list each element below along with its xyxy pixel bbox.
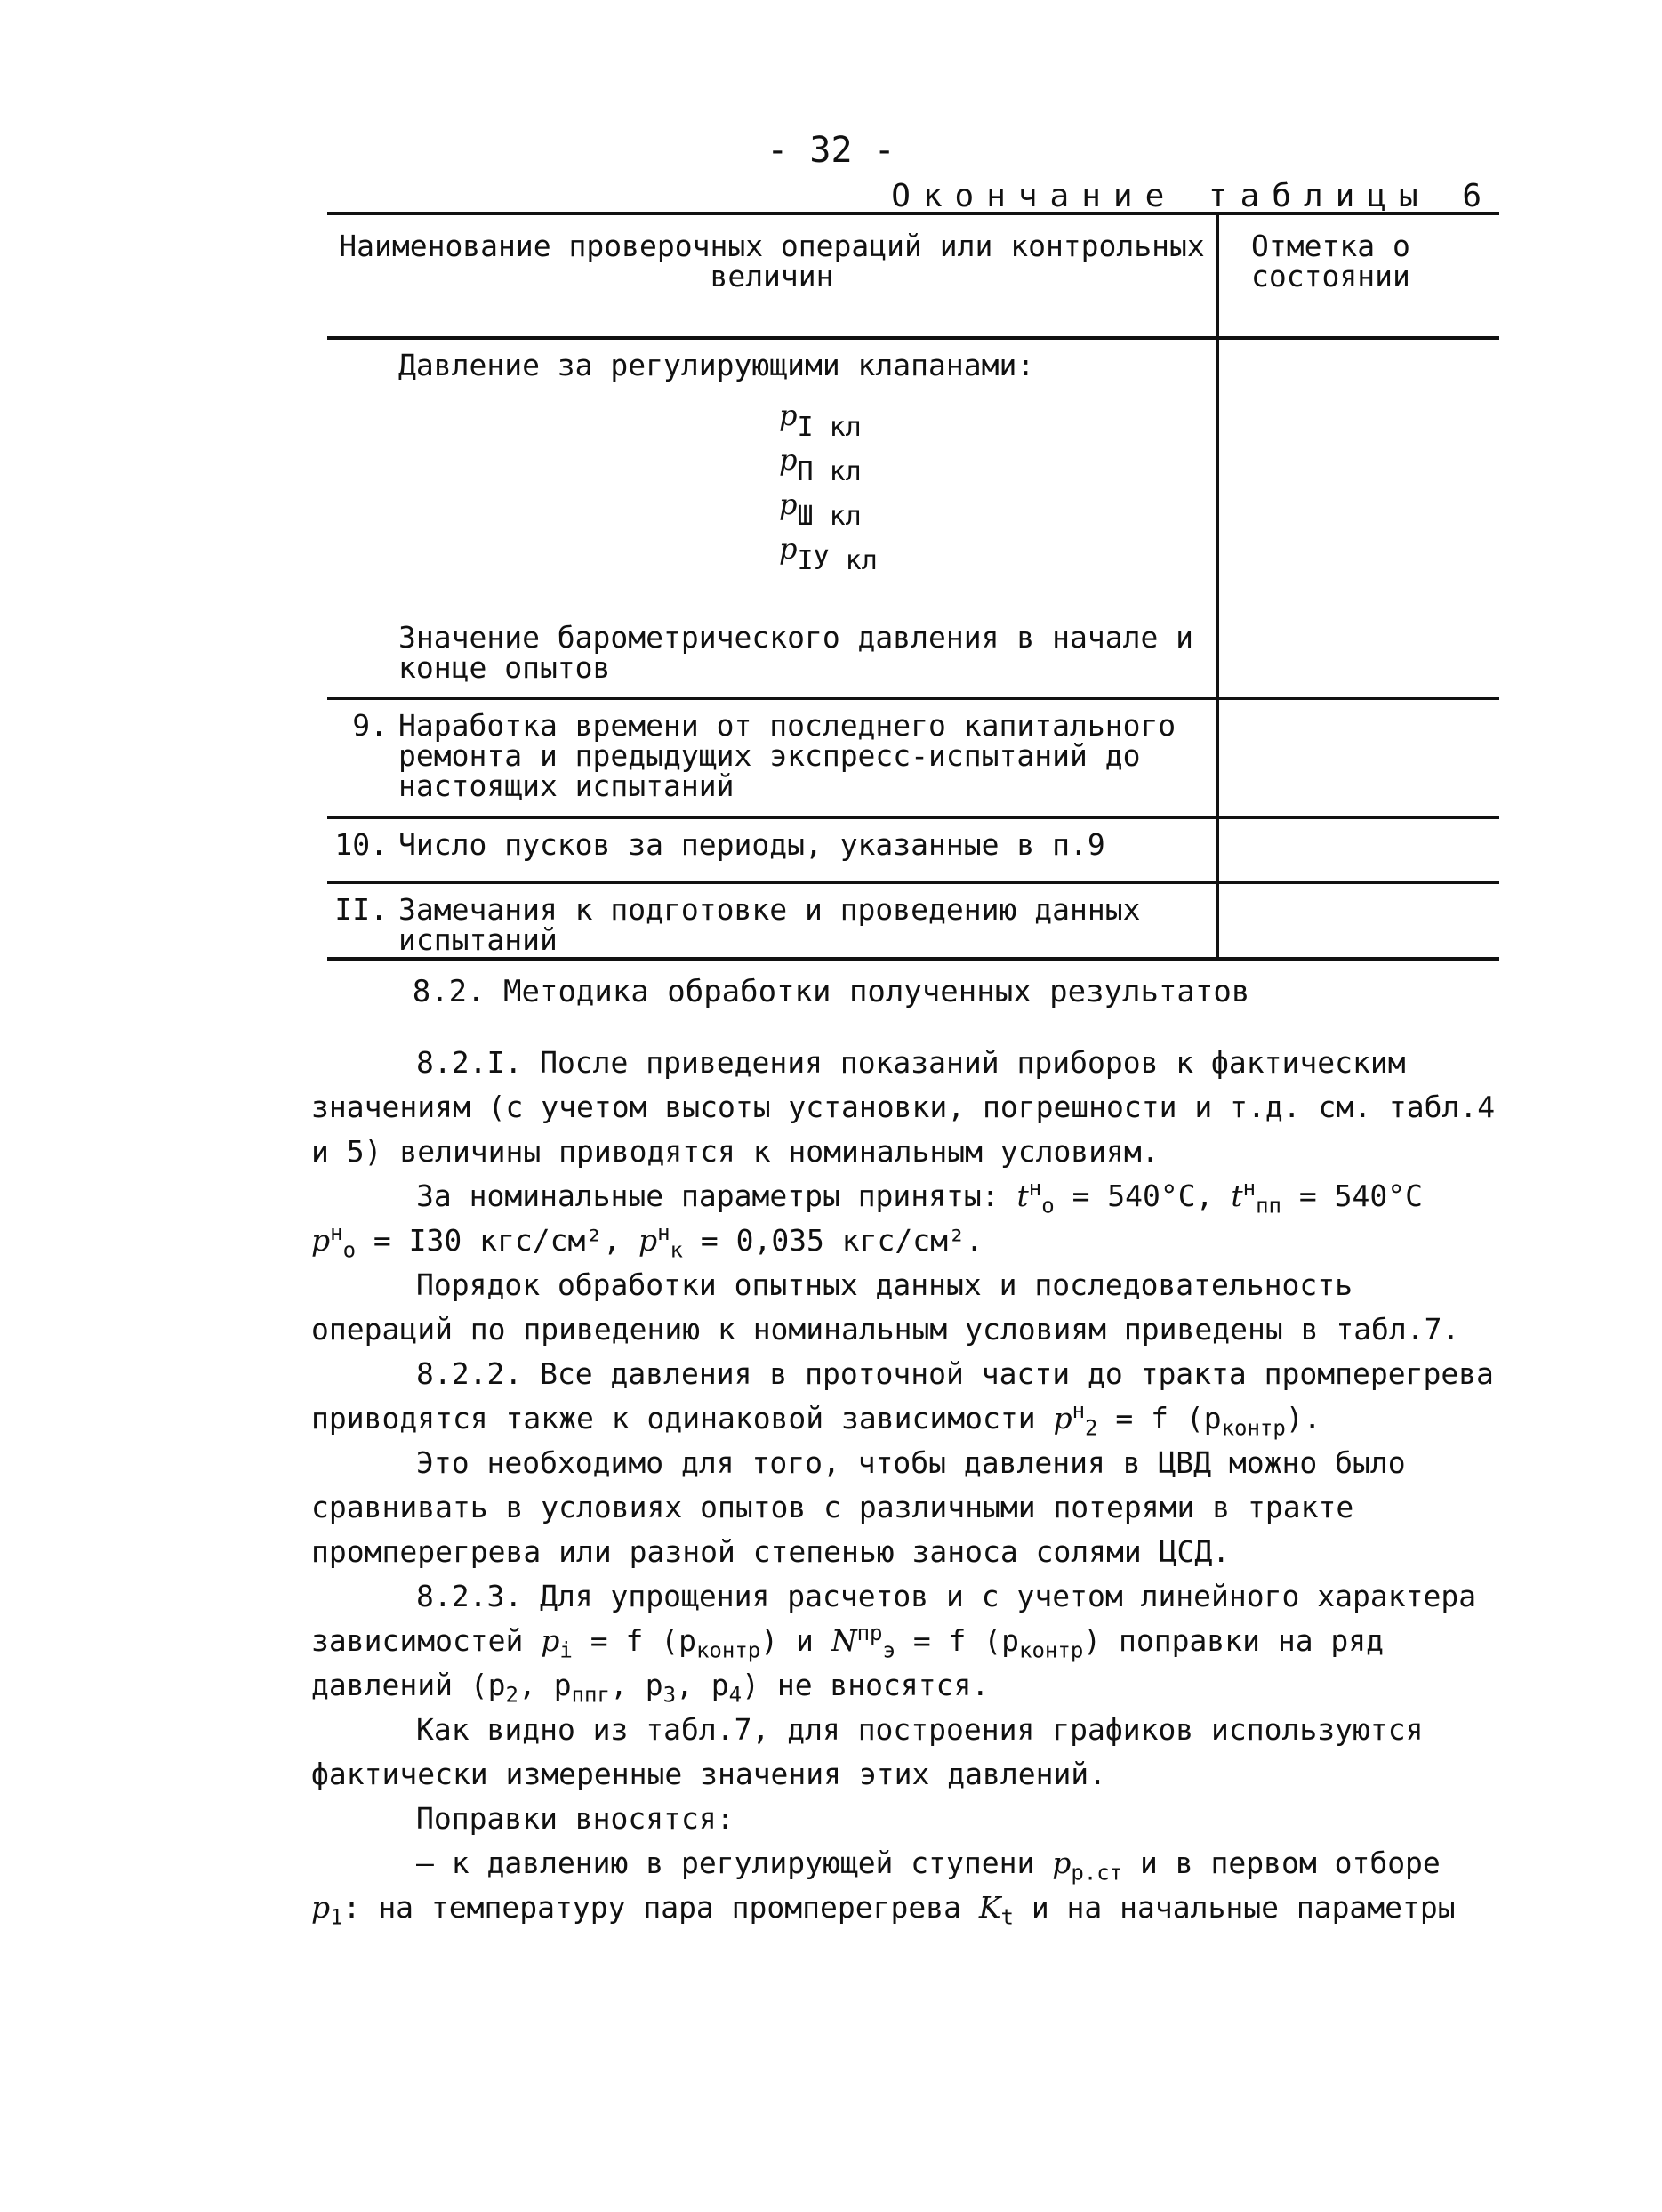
list-item <box>779 400 1208 445</box>
table-row <box>327 883 1499 960</box>
paragraph-corrections: Поправки вносятся: <box>416 1801 735 1836</box>
row-number: 10. <box>334 827 388 862</box>
status-cell <box>1218 338 1500 699</box>
row-text: Наработка времени от последнего капитального ремонта и предыдущих экспресс-испытаний до настоящих испытаний <box>398 708 1176 803</box>
row8-intro: Давление за регулирующими клапанами: <box>398 348 1035 382</box>
table-row <box>327 818 1499 883</box>
header-name: Наименование проверочных операций или контрольных величин <box>327 213 1218 338</box>
paragraph-nominal: За номинальные параметры приняты: $t^н_о = 540^\circ С$, $t^н_{пп} = 540^\circ С$ <box>416 1176 1423 1219</box>
row8-baro: Значение барометрического давления в начале и конце опытов <box>398 620 1194 685</box>
row-text: Число пусков за периоды, указанные в п.9 <box>398 827 1105 862</box>
paragraph-corrections-list: – к давлению в регулирующей ступени $p_{р.ст}$ и в первом отборе $p_1$: на температуру пара промперегрева $K_t$ и на начальные параметры <box>311 1846 1456 1930</box>
list-item <box>779 445 1208 489</box>
status-cell <box>1218 883 1500 960</box>
row-number: II. <box>334 892 388 927</box>
table-row <box>327 338 1499 699</box>
pressure-item-label: IУ кл <box>797 545 878 576</box>
pressure-item-label: Ш кл <box>797 501 862 532</box>
pressure-symbol: p <box>779 443 798 477</box>
paragraph-nominal-pressures: $p^н_о = I30$ кгс/см², $p^н_к = 0,035$ кгс/см². <box>311 1220 984 1263</box>
paragraph-8-2-3: 8.2.3. Для упрощения расчетов и с учетом линейного характера зависимостей $p_i = f$ $(p_{контр})$ и $N^{пр}_э = f$ $(p_{контр})$ поправки на ряд давлений ($p_2$, $p_{ппг}$, $p_3$, $p_4$) не вносятся. <box>311 1579 1477 1708</box>
row-text: Замечания к подготовке и проведению данных испытаний <box>398 892 1141 957</box>
header-mark: Отметка о состоянии <box>1218 213 1500 338</box>
body-text <box>311 1041 1503 1930</box>
paragraph-8-2-2: 8.2.2. Все давления в проточной части до тракта промперегрева приводятся также к одинаковой зависимости $p^н_2 = f$ $(p_{контр})$. <box>311 1356 1494 1441</box>
paragraph-graphs: Как видно из табл.7, для построения графиков используются фактически измеренные значения этих давлений. <box>311 1712 1424 1791</box>
paragraph-order: Порядок обработки опытных данных и последовательность операций по приведению к номинальным условиям приведены в табл.7. <box>311 1267 1460 1347</box>
status-cell <box>1218 818 1500 883</box>
pressure-list <box>779 400 1208 578</box>
pressure-symbol: p <box>779 487 798 521</box>
list-item <box>779 489 1208 534</box>
pressure-symbol: p <box>779 532 798 566</box>
table-caption: Окончание таблицы 6 <box>891 178 1494 214</box>
paragraph-reason: Это необходимо для того, чтобы давления в ЦВД можно было сравнивать в условиях опытов с различными потерями в тракте промперегрева или разной степенью заноса солями ЦСД. <box>311 1445 1406 1569</box>
page-number: - 32 - <box>767 130 895 171</box>
pressure-item-label: I кл <box>797 412 862 443</box>
paragraph-8-2-1: 8.2.I. После приведения показаний приборов к фактическим значениям (с учетом высоты установки, погрешности и т.д. см. табл.4 и 5) величины приводятся к номинальным условиям. <box>311 1045 1496 1169</box>
table-row <box>327 699 1499 818</box>
pressure-item-label: П кл <box>797 456 862 487</box>
status-cell <box>1218 699 1500 818</box>
operations-table <box>327 212 1499 961</box>
section-title: 8.2. Методика обработки полученных результатов <box>412 974 1250 1009</box>
row-number: 9. <box>352 708 388 743</box>
list-item <box>779 534 1208 578</box>
pressure-symbol: p <box>779 398 798 432</box>
